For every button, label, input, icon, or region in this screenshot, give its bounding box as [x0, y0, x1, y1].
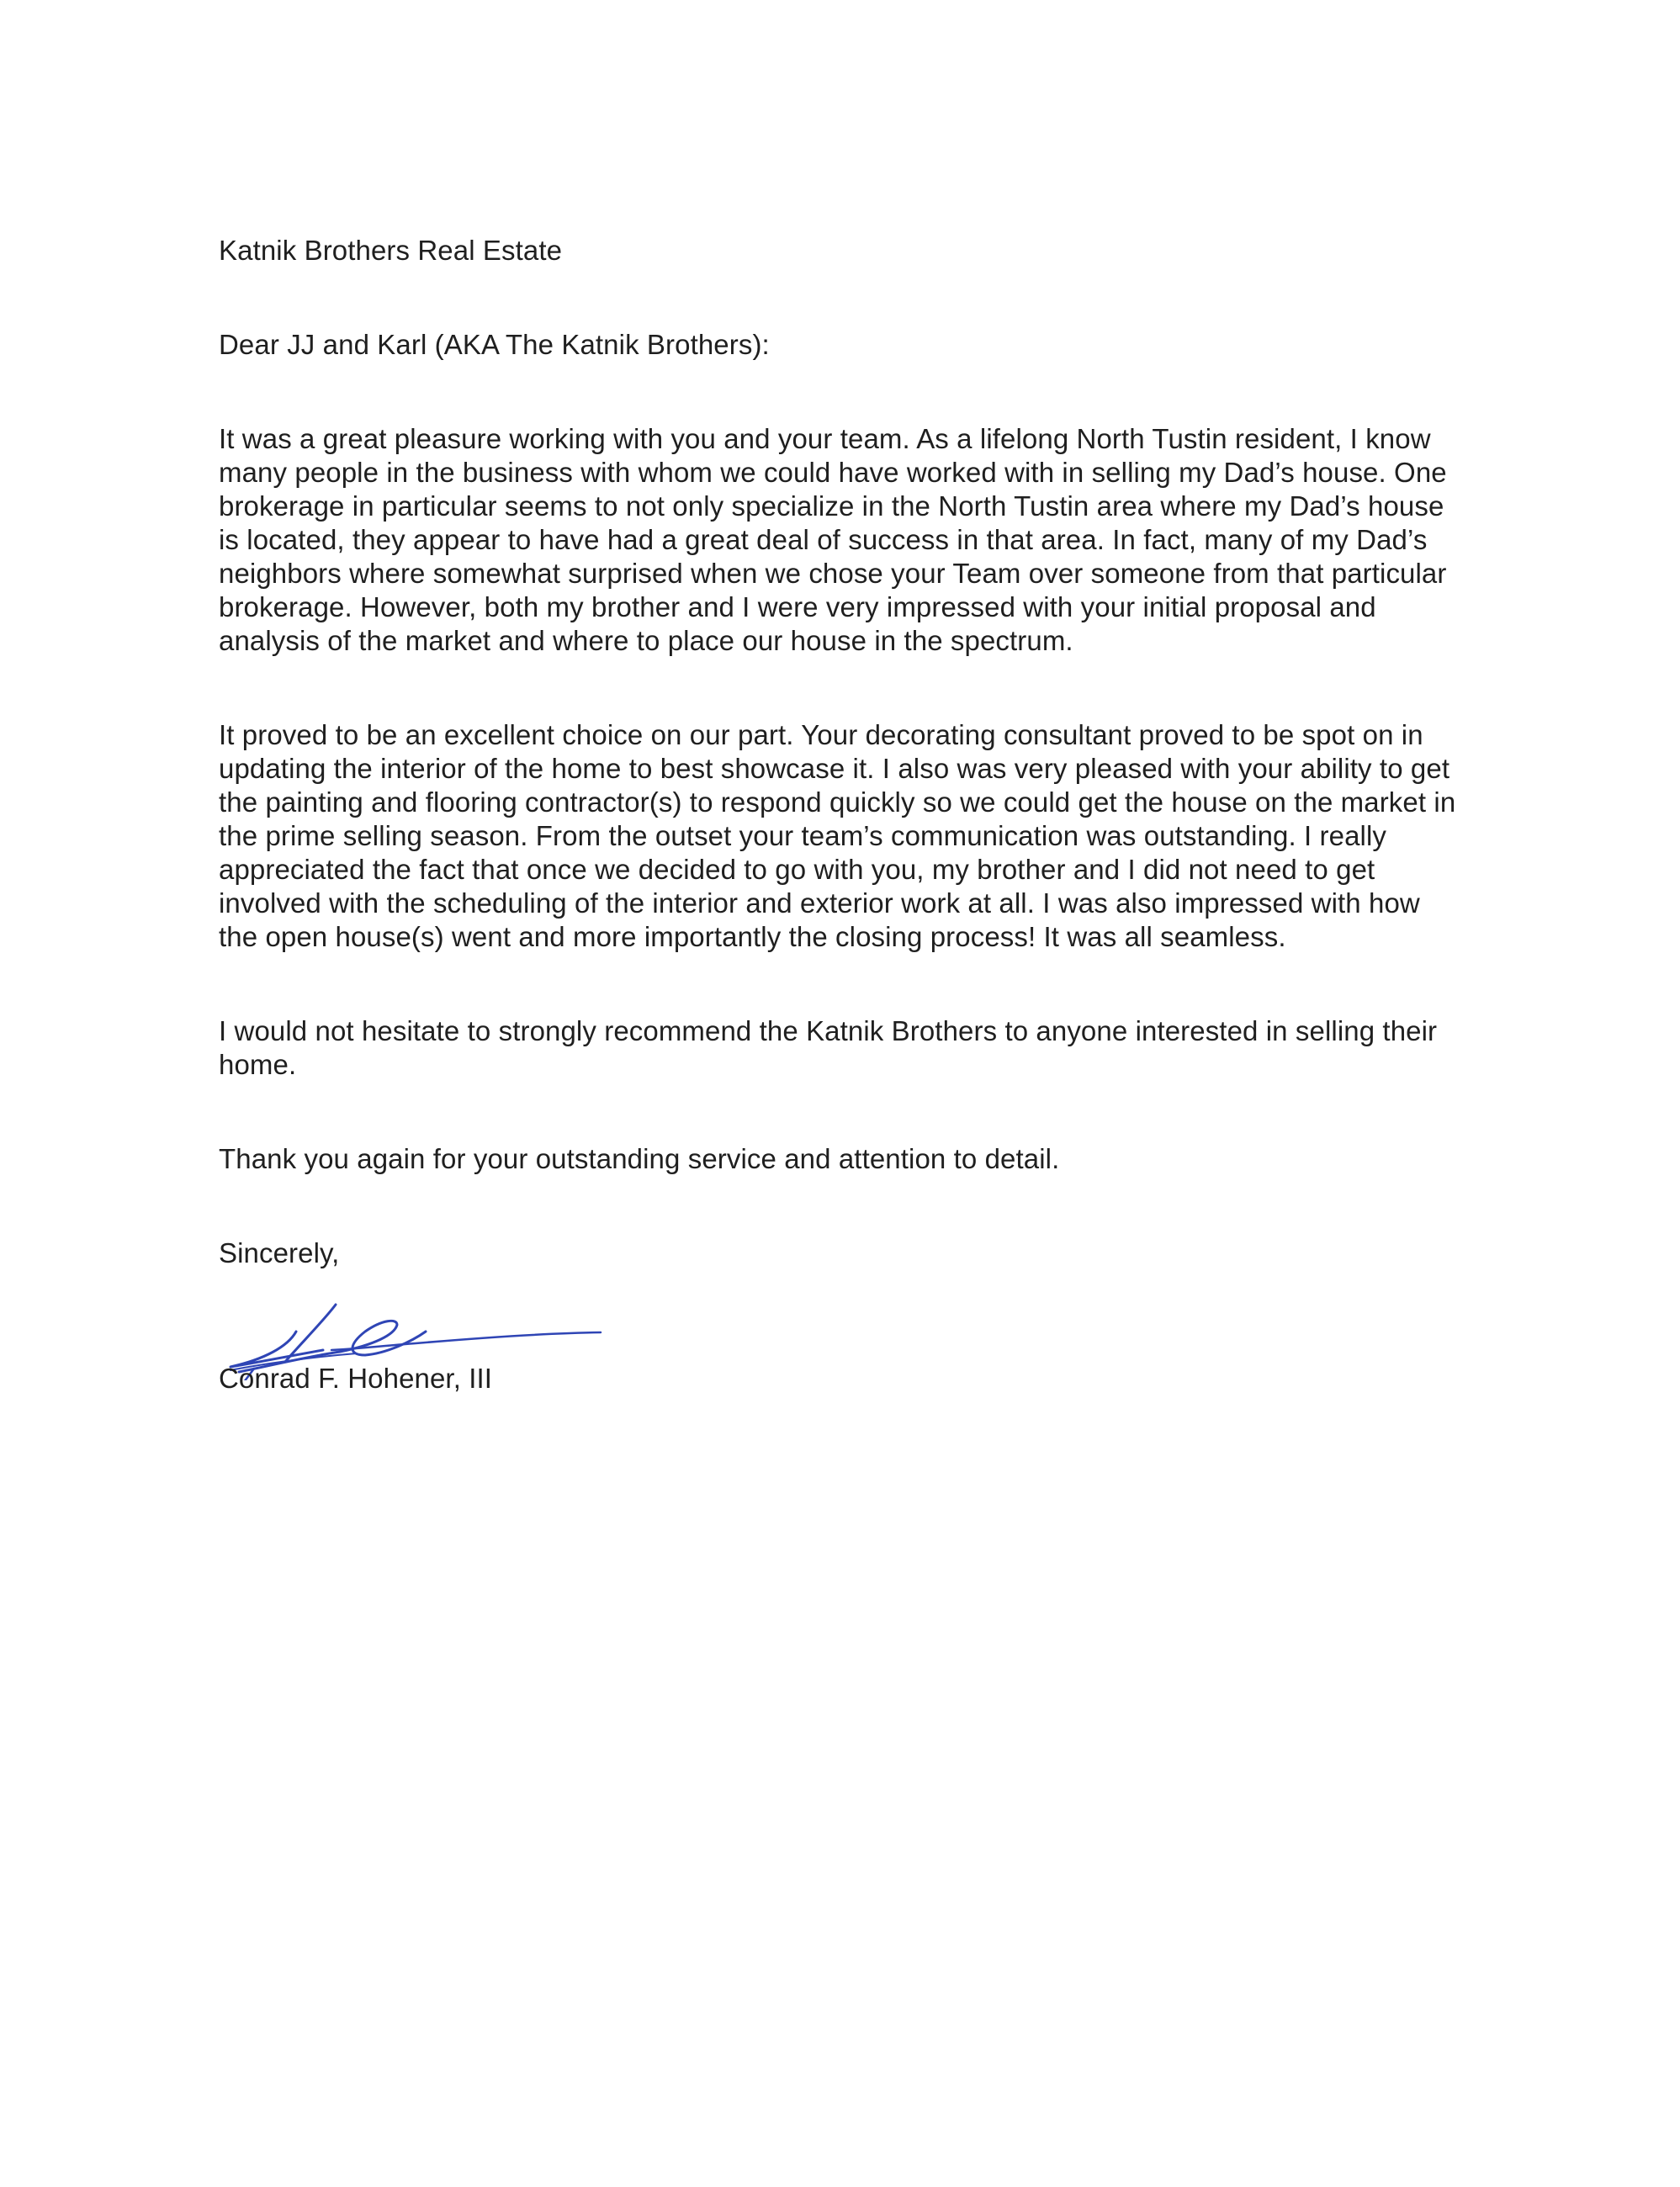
paragraph-3: I would not hesitate to strongly recommend the Katnik Brothers to anyone interested in selling their home. [219, 1015, 1438, 1080]
paragraph-2: It proved to be an excellent choice on our part. Your decorating consultant proved to be spot on in updating the interior of the home to best showcase it. I also was very pleased with your ability to get the painting and flooring contractor(s) to respond quickly so we could get the house on the market in the prime selling season. From the outset your team’s communication was outstanding. I really appreciated the fact that once we decided to go with you, my brother and I did not need to get involved with the scheduling of the interior and exterior work at all. I was also impressed with how the open house(s) went and more importantly the closing process! It was all seamless. [219, 719, 1456, 952]
paragraph-1: It was a great pleasure working with you and your team. As a lifelong North Tustin resident, I know many people in the business with whom we could have worked with in selling my Dad’s house. One brokerage in particular seems to not only specialize in the North Tustin area where my Dad’s house is located, they appear to have had a great deal of success in that area. In fact, many of my Dad’s neighbors where somewhat surprised when we chose your Team over someone from that particular brokerage. However, both my brother and I were very impressed with your initial proposal and analysis of the market and where to place our house in the spectrum. [219, 423, 1447, 656]
letter-body [219, 234, 1464, 1423]
recipient-line: Katnik Brothers Real Estate [219, 235, 563, 266]
salutation: Dear JJ and Karl (AKA The Katnik Brothers): [219, 329, 770, 360]
signer-name: Conrad F. Hohener, III [219, 1363, 493, 1394]
paragraph-4: Thank you again for your outstanding service and attention to detail. [219, 1143, 1060, 1174]
closing: Sincerely, [219, 1237, 340, 1268]
